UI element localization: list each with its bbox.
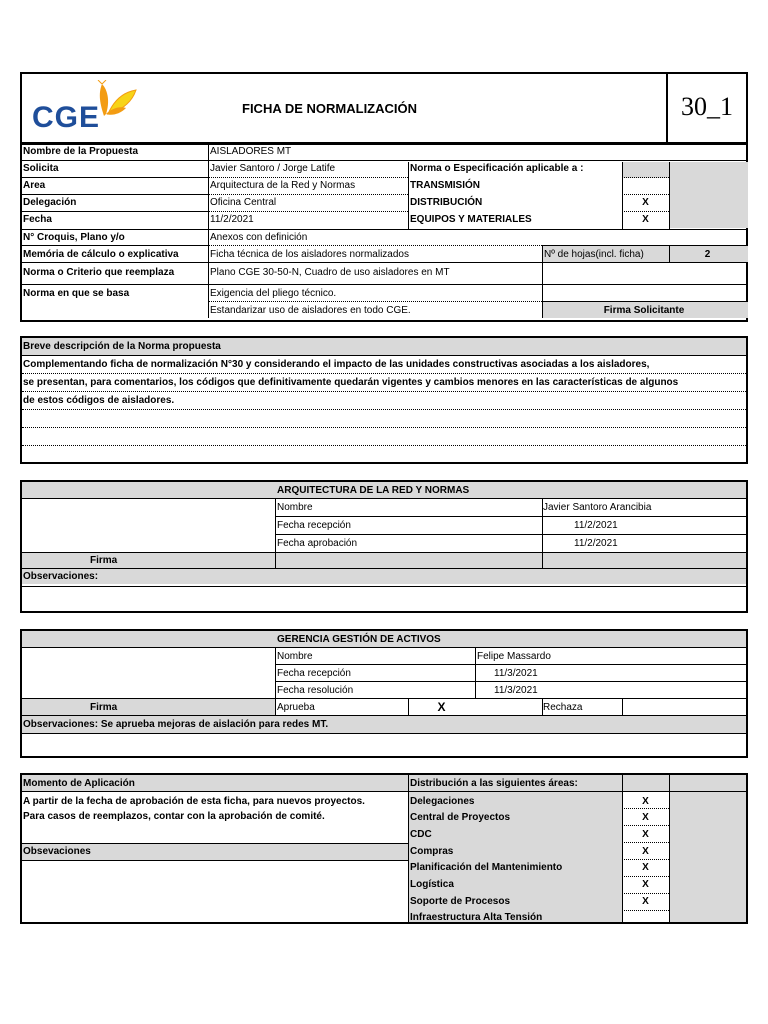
row-dotted [208,211,408,212]
label-delegation: Delegación [23,197,77,208]
signature-requester-label: Firma Solicitante [603,305,685,316]
arq-observations-gray [22,568,746,584]
ger-header: GERENCIA GESTIÓN DE ACTIVOS [277,634,441,645]
row-line [275,534,746,535]
row-line [22,355,746,356]
row-line [542,245,746,246]
row-line [22,647,746,648]
col-line [275,498,276,568]
row-line [22,229,746,230]
row-dotted [22,391,746,392]
butterfly-icon [90,80,140,120]
arquitectura-box [20,480,748,613]
row-line [22,568,746,569]
arq-signature-label: Firma [90,555,118,566]
arq-reception-label: Fecha recepción [277,520,351,531]
mid-col-line [408,162,409,230]
distribution-side-gray [669,775,746,922]
sheets-value: 2 [704,249,711,260]
row-line [22,245,208,246]
area-delegaciones: Delegaciones [410,796,475,807]
description-line: de estos códigos de aisladores. [23,395,175,406]
row-line [22,586,746,587]
row-line [22,698,746,699]
moment-line: Para casos de reemplazos, contar con la aprobación de comité. [23,811,325,822]
ger-reject-label: Rechaza [543,702,583,713]
row-line [22,160,746,161]
replaces-value: Plano CGE 30-50-N, Cuadro de uso aisladores en MT [210,267,450,278]
row-line [275,681,746,682]
arq-name-label: Nombre [277,502,313,513]
row-line [22,284,746,285]
annex-value: Anexos con definición [210,232,308,243]
row-line [22,791,746,792]
distribution-label: Distribución a las siguientes áreas: [410,778,578,789]
mark-dotted [622,876,669,877]
label-date: Fecha [23,214,52,225]
row-line [22,211,208,212]
applicable-distribution: DISTRIBUCIÓN [410,197,483,208]
label-proposal-name: Nombre de la Propuesta [23,146,139,157]
row-line [275,516,746,517]
ger-approve-label: Aprueba [277,702,315,713]
area-logistica: Logística [410,879,454,890]
label-area: Area [23,180,46,191]
requester-value: Javier Santoro / Jorge Latife [210,163,336,174]
mark-dotted [622,842,669,843]
delegation-value: Oficina Central [210,197,277,208]
applicable-label: Norma o Especificación aplicable a : [410,163,584,174]
label-replaces: Norma o Criterio que reemplaza [23,267,175,278]
label-memo: Memória de cálculo o explicativa [23,249,179,260]
mark-dotted [622,910,669,911]
mark-dotted [622,859,669,860]
mark-dotted [622,808,669,809]
applicable-equipment: EQUIPOS Y MATERIALES [410,214,532,225]
area-mark: X [642,796,649,807]
description-box [20,336,748,464]
row-line [275,664,746,665]
ger-approve-mark: X [437,700,446,714]
row-dotted [208,177,408,178]
area-compras: Compras [410,846,454,857]
row-line [22,262,746,263]
mark-dotted [622,825,669,826]
area-mark: X [642,862,649,873]
ger-resolution-value: 11/3/2021 [494,685,538,696]
row-dotted [22,445,746,446]
area-mark: X [642,829,649,840]
gerencia-box [20,629,748,758]
description-header: Breve descripción de la Norma propuesta [23,341,221,352]
description-line: Complementando ficha de normalización N°30 y considerando el impacto de las unidades constructivas asociadas a los aisladores, [23,359,650,370]
col-line [669,775,670,922]
ger-name-label: Nombre [277,651,313,662]
row-line [22,194,208,195]
ger-name-value: Felipe Massardo [477,651,551,662]
applicable-gray-side [669,162,748,228]
col-line [622,698,623,715]
proposal-box [20,144,748,322]
label-basis: Norma en que se basa [23,288,130,299]
ger-reception-label: Fecha recepción [277,668,351,679]
mark-dotted [622,177,669,178]
col-line [408,775,409,922]
ger-signature-label: Firma [90,702,118,713]
area-infraestructura: Infraestructura Alta Tensión [410,912,543,923]
row-dotted [208,245,542,246]
area-mark: X [642,896,649,907]
row-dotted [22,409,746,410]
cge-logo [32,80,152,140]
row-dotted [208,301,542,302]
row-line [22,498,746,499]
area-mark: X [642,846,649,857]
mark-equipment: X [642,214,649,225]
mark-distribution: X [642,197,649,208]
arq-approval-value: 11/2/2021 [574,538,618,549]
form-code: 30_1 [681,92,733,121]
row-line [22,860,408,861]
label-sketch: N° Croquis, Plano y/o [23,232,125,243]
application-box [20,773,748,924]
arq-reception-value: 11/2/2021 [574,520,618,531]
mark-dotted [622,211,669,212]
ger-signature-gray [22,699,275,715]
sheets-label: Nº de hojas(incl. ficha) [544,249,644,260]
area-cdc: CDC [410,829,432,840]
mark-dotted [622,194,669,195]
right-col-line [669,162,670,230]
row-line [22,715,746,716]
form-title: FICHA DE NORMALIZACIÓN [242,101,418,116]
memo-value: Ficha técnica de los aisladores normalizados [210,249,409,260]
ger-reception-value: 11/3/2021 [494,668,538,679]
arq-name-value: Javier Santoro Arancibia [543,502,652,513]
row-line [22,177,208,178]
area-planificacion: Planificación del Mantenimiento [410,862,563,873]
basis-value-1: Exigencia del pliego técnico. [210,288,337,299]
arq-header: ARQUITECTURA DE LA RED Y NORMAS [277,485,470,496]
mark-dotted [622,893,669,894]
area-mark: X [642,812,649,823]
label-col-line [208,144,209,318]
moment-line: A partir de la fecha de aprobación de esta ficha, para nuevos proyectos. [23,796,365,807]
col-line [275,647,276,715]
row-dotted [22,427,746,428]
applicable-gray [622,162,669,178]
row-dotted [22,373,746,374]
row-dotted [208,194,408,195]
row-line [22,144,746,145]
moment-label: Momento de Aplicación [23,778,135,789]
arq-observations-label: Observaciones: [23,571,99,582]
basis-value-2: Estandarizar uso de aisladores en todo CGE. [210,305,411,316]
row-line [22,843,408,844]
ger-observations: Observaciones: Se aprueba mejoras de aislación para redes MT. [23,719,329,730]
header-box [20,72,748,144]
row-line [22,552,746,553]
arq-approval-label: Fecha aprobación [277,538,358,549]
distribution-mark-header-gray [622,775,669,791]
area-mark: X [642,879,649,890]
logo-text: CGE [32,101,101,134]
ger-resolution-label: Fecha resolución [277,685,354,696]
applicable-transmission: TRANSMISIÓN [410,180,480,191]
date-value: 11/2/2021 [210,214,254,225]
col-line [475,647,476,698]
description-line: se presentan, para comentarios, los códigos que definitivamente quedarán vigentes y cambios menores en las características de algunos [23,377,679,388]
row-line [542,301,746,302]
area-value: Arquitectura de la Red y Normas [210,180,356,191]
area-soporte: Soporte de Procesos [410,896,511,907]
area-central-proyectos: Central de Proyectos [410,812,511,823]
application-observations-label: Obsevaciones [23,846,91,857]
label-requester: Solicita [23,163,59,174]
arq-signature-gray [22,552,746,568]
proposal-name-value: AISLADORES MT [210,146,292,157]
row-line [22,733,746,734]
